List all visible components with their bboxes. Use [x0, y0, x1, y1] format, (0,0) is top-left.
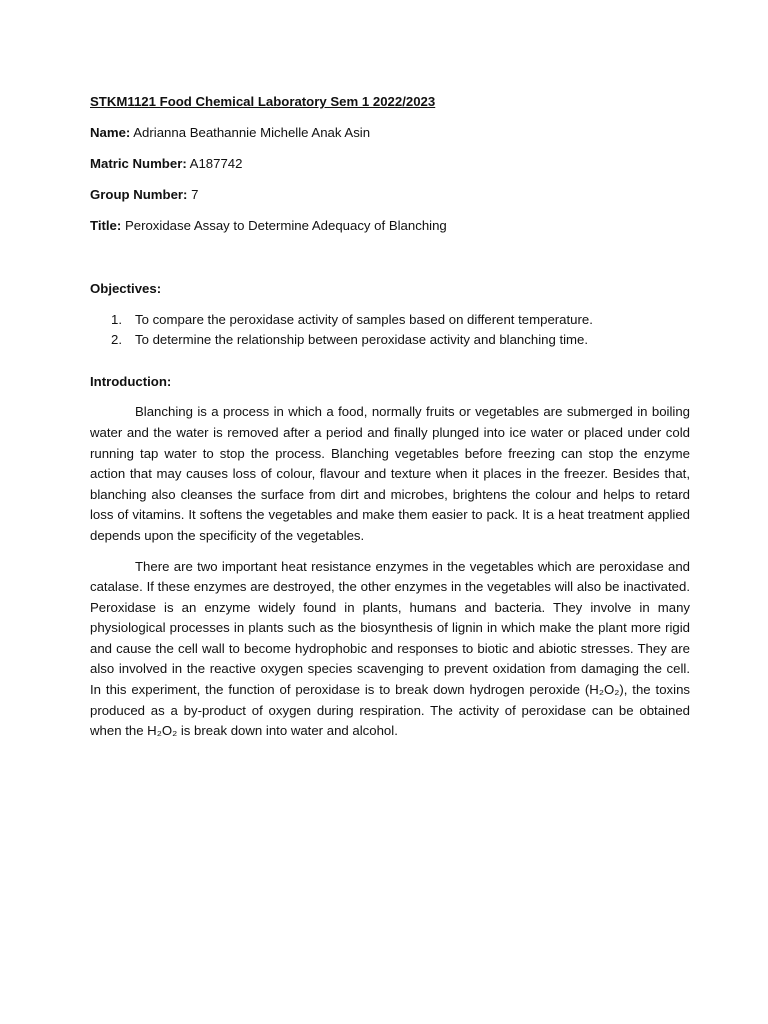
matric-value: A187742 [189, 156, 243, 172]
name-line [90, 123, 690, 144]
intro-paragraph-1: Blanching is a process in which a food, normally fruits or vegetables are submerged in boiling water and the water is removed after a period and finally plunged into ice water or placed under cold running tap water to stop the process. Blanching vegetables before freezing can stop the enzyme action that may causes loss of colour, flavour and texture when it places in the freezer. Besides that, blanching also cleanses the surface from dirt and microbes, brightens the colour and helps to retard loss of vitamins. It softens the vegetables and make them easier to pack. It is a heat treatment applied depends upon the specificity of the vegetables. [90, 404, 690, 543]
matric-line [90, 154, 690, 175]
document-page [90, 92, 690, 752]
title-line [90, 216, 690, 237]
objective-text: To compare the peroxidase activity of samples based on different temperature. [135, 311, 593, 327]
intro-paragraph-2: There are two important heat resistance enzymes in the vegetables which are peroxidase and catalase. If these enzymes are destroyed, the other enzymes in the vegetables will also be inactivated. Peroxidase is an enzyme widely found in plants, humans and bacteria. They involve in many physiological processes in plants such as the biosynthesis of lignin in which make the plant more rigid and cause the cell wall to become hydrophobic and responses to biotic and abiotic stresses. They are also involved in the reactive oxygen species scavenging to prevent oxidation from damaging the cell. In this experiment, the function of peroxidase is to break down hydrogen peroxide (H₂O₂), the toxins produced as a by-product of oxygen during respiration. The activity of peroxidase can be obtained when the H₂O₂ is break down into water and alcohol. [90, 558, 690, 739]
course-title: STKM1121 Food Chemical Laboratory Sem 1 2022/2023 [90, 94, 436, 109]
title-value: Peroxidase Assay to Determine Adequacy of Blanching [124, 218, 447, 234]
group-line [90, 185, 690, 206]
matric-label: Matric Number: [90, 156, 187, 172]
title-label: Title: [90, 218, 122, 234]
objective-text: To determine the relationship between peroxidase activity and blanching time. [135, 332, 589, 348]
name-label: Name: [90, 125, 131, 141]
name-value: Adrianna Beathannie Michelle Anak Asin [133, 125, 371, 141]
introduction-heading: Introduction: [90, 373, 172, 389]
objectives-heading: Objectives: [90, 280, 162, 296]
objective-number: 1. [111, 311, 122, 327]
group-value: 7 [191, 187, 199, 203]
objective-item [90, 310, 690, 331]
group-label: Group Number: [90, 187, 188, 203]
objectives-list [90, 310, 690, 351]
objective-number: 2. [111, 332, 122, 348]
objective-item [90, 330, 690, 351]
